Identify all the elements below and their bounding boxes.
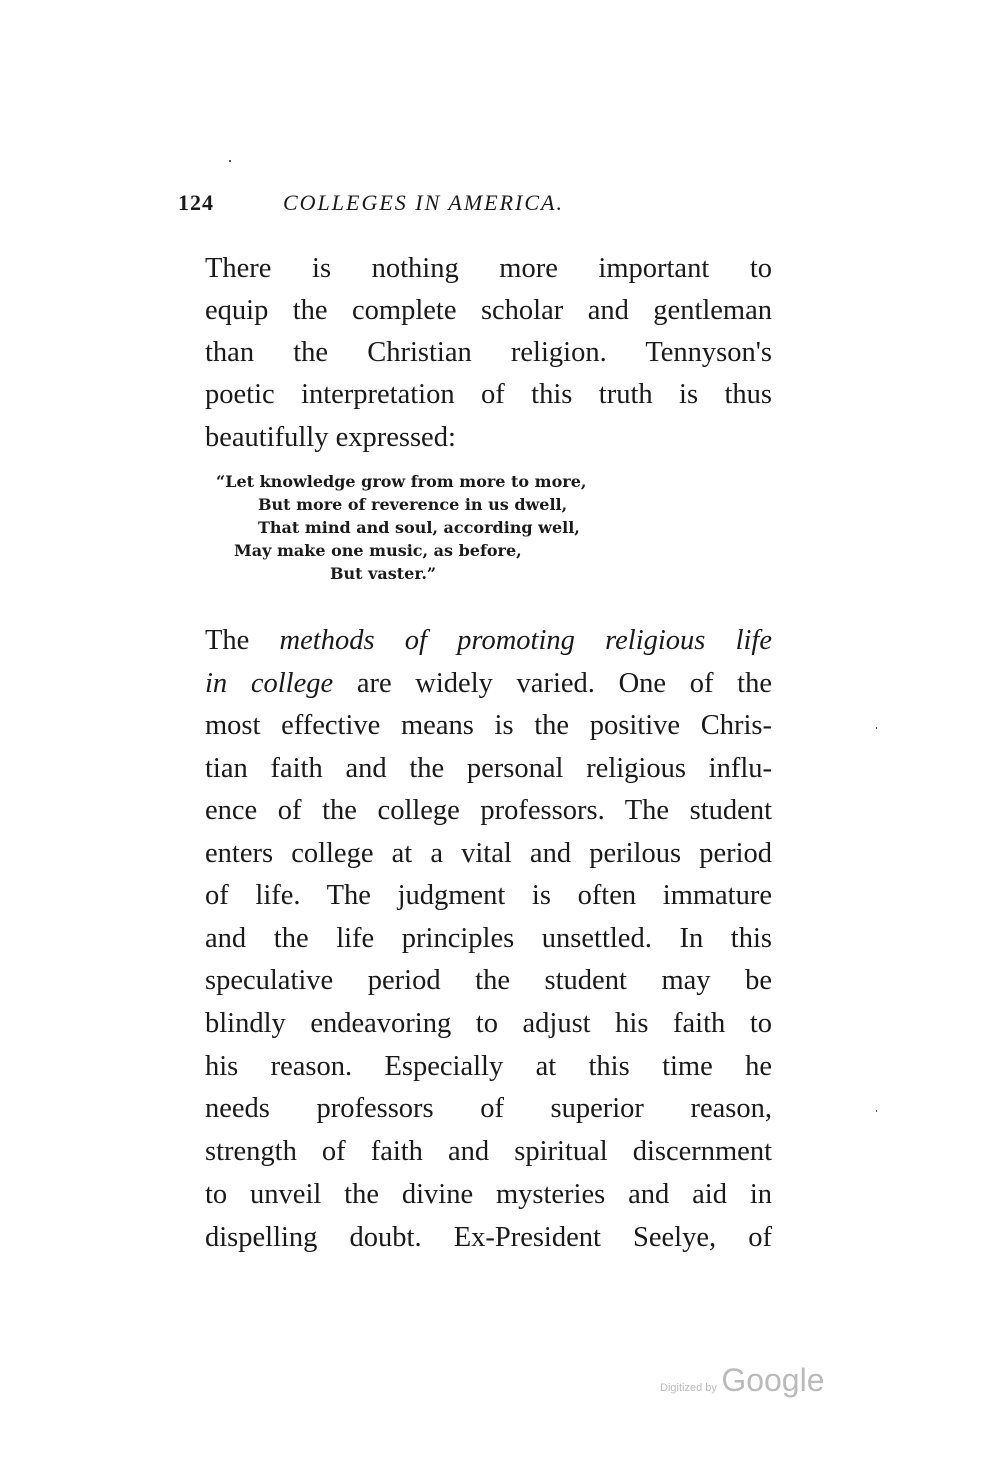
text-line: poetic interpretation of this truth is thus [205, 379, 772, 410]
poem-line: “Let knowledge grow from more to more, [216, 472, 587, 491]
text-line: of life. The judgment is often immature [205, 880, 772, 911]
running-title: COLLEGES IN AMERICA. [283, 190, 564, 215]
watermark-brand: Google [721, 1362, 825, 1398]
text-line: strength of faith and spiritual discernment [205, 1136, 772, 1167]
poem-line: But more of reverence in us dwell, [258, 495, 568, 514]
text-line: needs professors of superior reason, [205, 1093, 772, 1124]
scan-speck [876, 1110, 877, 1112]
text-line [205, 667, 772, 701]
scan-speck [229, 160, 231, 162]
digitized-by-google-watermark [660, 1362, 825, 1399]
text-line: enters college at a vital and perilous period [205, 838, 772, 869]
watermark-prefix: Digitized by [660, 1382, 717, 1394]
text-line: speculative period the student may be [205, 965, 772, 996]
text-line: beautifully expressed: [205, 422, 456, 453]
text-line: tian faith and the personal religious influ- [205, 753, 772, 784]
text-line: ence of the college professors. The student [205, 795, 772, 826]
scan-speck [876, 727, 877, 729]
text: The [205, 625, 250, 656]
text-line: blindly endeavoring to adjust his faith to [205, 1008, 772, 1039]
text: are widely varied. One of the [356, 668, 772, 699]
text-line [205, 624, 772, 658]
text-line: to unveil the divine mysteries and aid in [205, 1179, 772, 1210]
text-line: his reason. Especially at this time he [205, 1051, 772, 1082]
text-line: equip the complete scholar and gentleman [205, 295, 772, 326]
text-line: and the life principles unsettled. In this [205, 923, 772, 954]
text-line: most effective means is the positive Chris- [205, 710, 772, 741]
poem-line: That mind and soul, according well, [258, 518, 580, 537]
poem-line: May make one music, as before, [234, 541, 522, 560]
italic-text: in college [205, 668, 334, 699]
text-line: than the Christian religion. Tennyson's [205, 337, 772, 368]
text-line: There is nothing more important to [205, 253, 772, 284]
poem-line: But vaster.” [330, 564, 437, 583]
text-line: dispelling doubt. Ex-President Seelye, of [205, 1222, 772, 1253]
italic-text: methods of promoting religious life [279, 625, 773, 656]
page-number: 124 [178, 190, 214, 215]
